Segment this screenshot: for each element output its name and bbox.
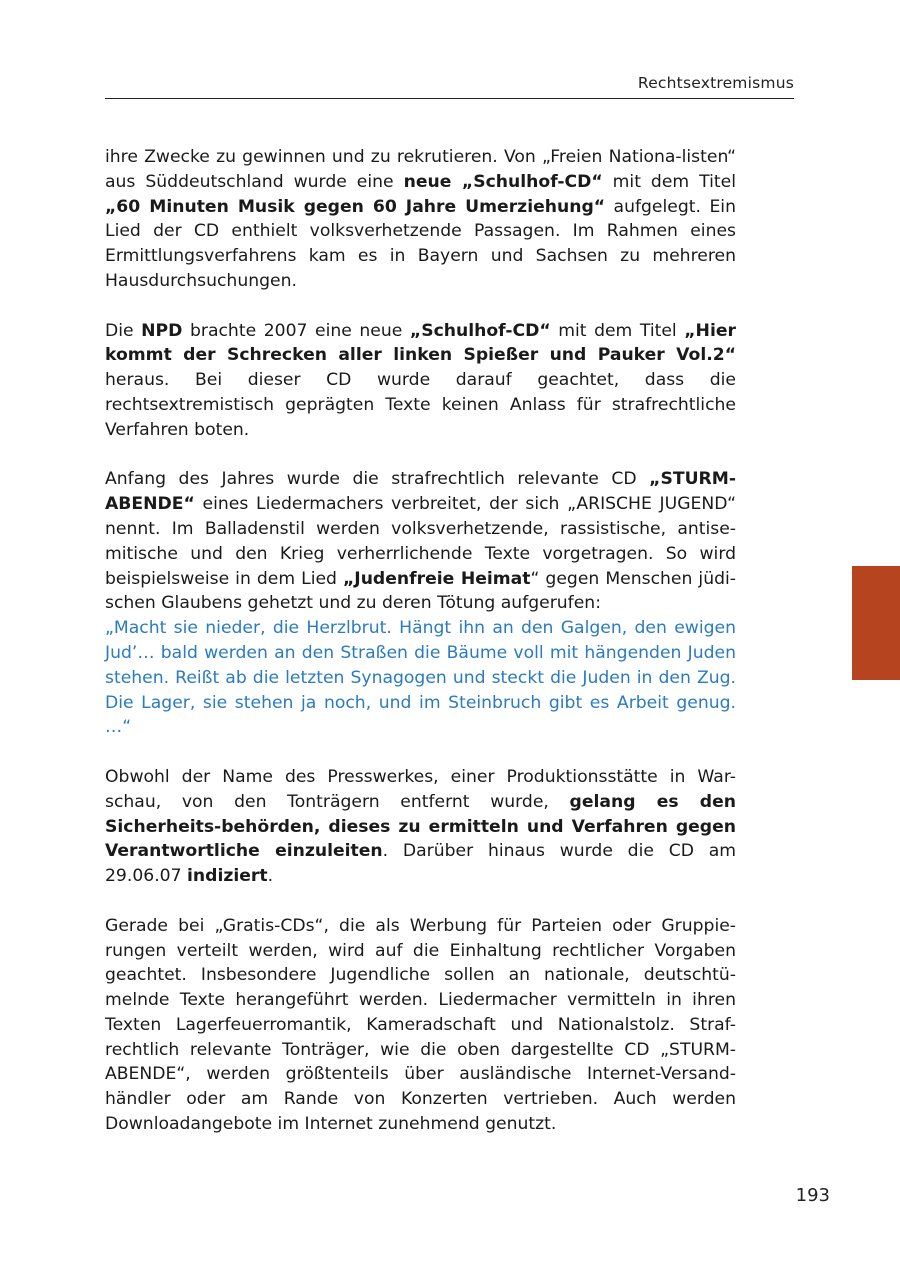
- paragraph: [105, 914, 736, 1137]
- bold-text: „Hier kommt der Schrecken aller linken Spießer und Pauker Vol.2“: [105, 320, 736, 366]
- running-header: Rechtsextremismus: [637, 74, 794, 92]
- text-run: .: [267, 866, 274, 887]
- text-run: Obwohl der Name des Presswerkes, einer Produktionsstätte in War-schau, von den Tonträgern entfernt wurde,: [105, 766, 736, 812]
- text-run: Die: [105, 320, 142, 341]
- chapter-side-tab: [852, 566, 900, 680]
- text-run: mit dem Titel: [550, 320, 685, 341]
- quoted-lyrics: [105, 616, 736, 740]
- bold-text: „Schulhof-CD“: [409, 320, 551, 341]
- bold-text: NPD: [141, 320, 183, 341]
- text-run: “ gegen Menschen jüdi-schen Glaubens gehetzt und zu deren Tötung aufgerufen:: [105, 568, 736, 614]
- bold-text: indiziert: [187, 866, 268, 887]
- text-run: eines Liedermachers verbreitet, der sich „ARISCHE JUGEND“ nennt. Im Balladenstil werden volksverhetzende, rassistische, antise-mitische und den Krieg verherrlichende Texte vorgetragen. So wird beispielsweise in dem Lied: [105, 494, 736, 589]
- text-run: aufgelegt. Ein Lied der CD enthielt volksverhetzende Passagen. Im Rahmen eines Ermittlungsverfahrens kam es in Bayern und Sachsen zu mehreren Hausdurchsuchungen.: [105, 196, 736, 291]
- body-text: [105, 145, 736, 1162]
- text-run: mit dem Titel: [602, 171, 736, 192]
- paragraph: [105, 145, 736, 294]
- paragraph: [105, 319, 736, 443]
- header-rule: [105, 98, 794, 99]
- text-run: Anfang des Jahres wurde die strafrechtlich relevante CD: [105, 469, 650, 490]
- paragraph: [105, 765, 736, 889]
- text-run: heraus. Bei dieser CD wurde darauf geachtet, dass die rechtsextremistisch geprägten Texte keinen Anlass für strafrechtliche Verfahren boten.: [105, 370, 736, 440]
- page-number: 193: [795, 1185, 830, 1206]
- bold-text: gelang es den Sicherheits-behörden, dieses zu ermitteln und Verfahren gegen Verantwortliche einzuleiten: [105, 791, 737, 862]
- text-run: brachte 2007 eine neue: [182, 320, 410, 341]
- bold-text: „Judenfreie Heimat: [343, 568, 531, 589]
- text-run: Gerade bei „Gratis-CDs“, die als Werbung für Parteien oder Gruppie-rungen verteilt werden, wird auf die Einhaltung rechtlicher Vorgaben geachtet. Insbesondere Jugendliche sollen an nationale, deutschtü-melnde Texte herangeführt werden. Liedermacher vermitteln in ihren Texten Lagerfeuerromantik, Kameradschaft und Nationalstolz. Straf-rechtlich relevante Tonträger, wie die oben dargestellte CD „STURM-ABENDE“, werden größtenteils über ausländische Internet-Versand-händler oder am Rande von Konzerten vertrieben. Auch werden Downloadangebote im Internet zunehmend genutzt.: [105, 915, 736, 1135]
- text-run: . Darüber hinaus wurde die CD am 29.06.07: [105, 841, 736, 887]
- paragraph: [105, 467, 736, 616]
- bold-text: „60 Minuten Musik gegen 60 Jahre Umerziehung“: [105, 196, 606, 217]
- bold-text: neue „Schulhof-CD“: [403, 171, 603, 192]
- text-run: ihre Zwecke zu gewinnen und zu rekrutieren. Von „Freien Nationa-listen“ aus Süddeutschland wurde eine: [105, 147, 736, 192]
- text-run: „Macht sie nieder, die Herzlbrut. Hängt ihn an den Galgen, den ewigen Jud’… bald werden an den Straßen die Bäume voll mit hängenden Juden stehen. Reißt ab die letzten Synagogen und steckt die Juden in den Zug. Die Lager, sie stehen ja noch, und im Steinbruch gibt es Arbeit genug. …“: [105, 618, 736, 738]
- bold-text: „STURM-ABENDE“: [105, 469, 736, 515]
